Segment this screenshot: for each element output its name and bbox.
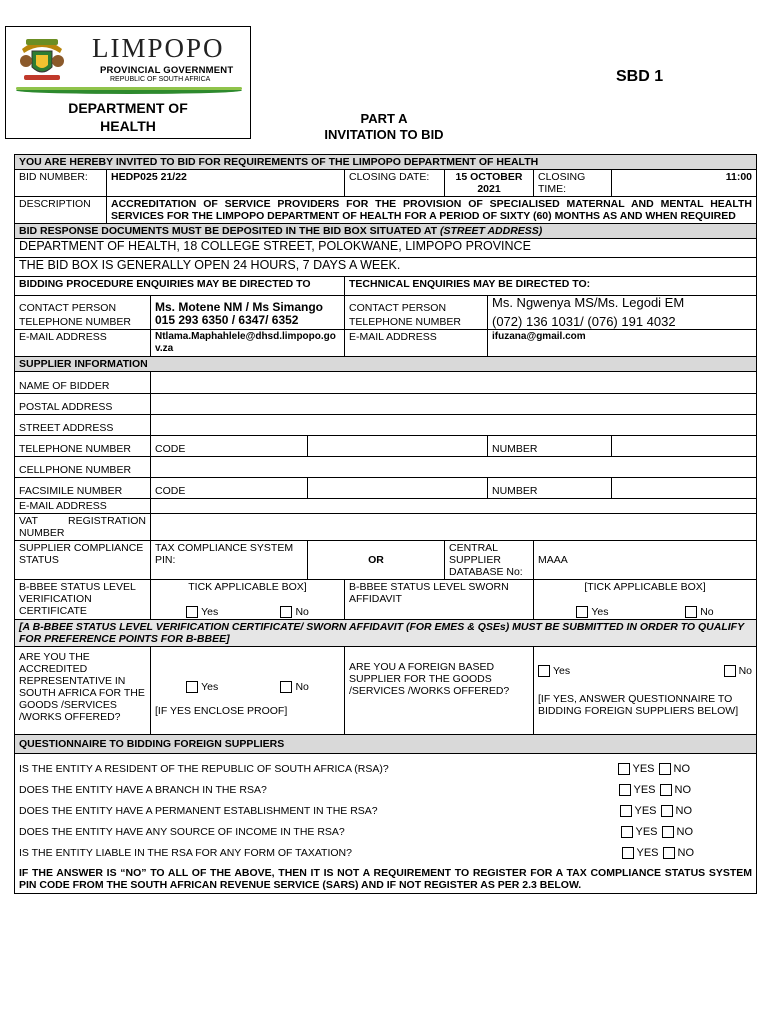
logo-box — [5, 26, 251, 139]
question-text: DOES THE ENTITY HAVE A BRANCH IN THE RSA? — [19, 783, 267, 796]
facsimile-code-label: CODE — [151, 478, 308, 499]
logo-title: LIMPOPO — [92, 33, 225, 63]
accredited-question: ARE YOU THE ACCREDITED REPRESENTATIVE IN SOUTH AFRICA FOR THE GOODS /SERVICES /WORKS OFFERED? — [15, 647, 151, 735]
email-label: E-MAIL ADDRESS — [15, 499, 151, 514]
bidding-email: Ntlama.Maphahlele@dhsd.limpopo.gov.za — [151, 330, 345, 357]
question-no-checkbox[interactable]: NO — [662, 826, 694, 838]
bbbee-cert-no-checkbox[interactable]: No — [280, 606, 308, 618]
bid-number-label: BID NUMBER: — [15, 170, 107, 197]
checkbox-icon — [662, 826, 674, 838]
vat-field[interactable] — [151, 514, 757, 541]
accredited-options: Yes No [IF YES ENCLOSE PROOF] — [151, 647, 345, 735]
question-options — [617, 826, 694, 838]
email-field[interactable] — [151, 499, 757, 514]
technical-contact-label: CONTACT PERSON TELEPHONE NUMBER — [345, 296, 488, 330]
bidding-enquiries-header: BIDDING PROCEDURE ENQUIRIES MAY BE DIRECTED TO — [15, 277, 345, 296]
foreign-options: Yes No [IF YES, ANSWER QUESTIONNAIRE TO BIDDING FOREIGN SUPPLIERS BELOW] — [534, 647, 757, 735]
bidder-name-field[interactable] — [151, 372, 757, 394]
questionnaire-row — [19, 758, 752, 779]
questionnaire-row — [19, 821, 752, 842]
form-title: PART A INVITATION TO BID — [324, 111, 444, 142]
bbbee-note: [A B-BBEE STATUS LEVEL VERIFICATION CERTIFICATE/ SWORN AFFIDAVIT (FOR EMES & QSEs) MUST BE SUBMITTED IN ORDER TO QUALIFY FOR PREFERENCE POINTS FOR B-BBEE] — [15, 620, 757, 647]
checkbox-icon — [622, 847, 634, 859]
questionnaire-row — [19, 842, 752, 863]
checkbox-icon — [620, 805, 632, 817]
logo-country: REPUBLIC OF SOUTH AFRICA — [110, 76, 211, 83]
telephone-code-field[interactable] — [308, 436, 488, 457]
technical-email-label: E-MAIL ADDRESS — [345, 330, 488, 357]
foreign-yes-checkbox[interactable]: Yes — [538, 665, 570, 677]
question-options — [616, 805, 693, 817]
bid-box-label: BID RESPONSE DOCUMENTS MUST BE DEPOSITED IN THE BID BOX SITUATED AT (STREET ADDRESS) — [15, 224, 757, 239]
form-code: SBD 1 — [616, 68, 664, 85]
closing-time: 11:00 — [612, 170, 757, 197]
question-text: DOES THE ENTITY HAVE A PERMANENT ESTABLISHMENT IN THE RSA? — [19, 804, 378, 817]
checkbox-icon — [661, 805, 673, 817]
coat-of-arms-icon — [16, 31, 68, 83]
facsimile-label: FACSIMILE NUMBER — [15, 478, 151, 499]
cellphone-field[interactable] — [151, 457, 757, 478]
telephone-number-label: NUMBER — [488, 436, 612, 457]
question-yes-checkbox[interactable]: YES — [621, 826, 658, 838]
checkbox-icon — [619, 784, 631, 796]
question-no-checkbox[interactable]: NO — [660, 784, 692, 796]
technical-email: ifuzana@gmail.com — [488, 330, 757, 357]
checkbox-icon — [663, 847, 675, 859]
bbbee-affidavit-no-checkbox[interactable]: No — [685, 606, 713, 618]
foreign-question: ARE YOU A FOREIGN BASED SUPPLIER FOR THE GOODS /SERVICES /WORKS OFFERED? — [345, 647, 534, 735]
logo-bar-highlight — [16, 87, 242, 90]
facsimile-code-field[interactable] — [308, 478, 488, 499]
description-label: DESCRIPTION — [15, 197, 107, 224]
closing-date-label: CLOSING DATE: — [345, 170, 445, 197]
vat-label: VAT REGISTRATION NUMBER — [15, 514, 151, 541]
tax-status-label: SUPPLIER COMPLIANCE STATUS — [15, 541, 151, 580]
accredited-yes-checkbox[interactable]: Yes — [186, 681, 218, 693]
csd-label: CENTRAL SUPPLIER DATABASE No: — [445, 541, 534, 580]
postal-address-label: POSTAL ADDRESS — [15, 394, 151, 415]
bid-box-address: DEPARTMENT OF HEALTH, 18 COLLEGE STREET, POLOKWANE, LIMPOPO PROVINCE — [15, 239, 757, 258]
facsimile-number-label: NUMBER — [488, 478, 612, 499]
technical-contact: Ms. Ngwenya MS/Ms. Legodi EM (072) 136 1031/ (076) 191 4032 — [488, 296, 757, 330]
street-address-label: STREET ADDRESS — [15, 415, 151, 436]
checkbox-icon — [621, 826, 633, 838]
question-yes-checkbox[interactable]: YES — [618, 763, 655, 775]
question-options — [614, 763, 691, 775]
bbbee-cert-yes-checkbox[interactable]: Yes — [186, 606, 218, 618]
accredited-no-checkbox[interactable]: No — [280, 681, 308, 693]
bbbee-affidavit-options: [TICK APPLICABLE BOX] Yes No — [534, 580, 757, 620]
or-label: OR — [308, 541, 445, 580]
bidding-contact-label: CONTACT PERSON TELEPHONE NUMBER — [15, 296, 151, 330]
logo-subtitle: PROVINCIAL GOVERNMENT — [100, 65, 234, 76]
question-options — [615, 784, 692, 796]
question-text: DOES THE ENTITY HAVE ANY SOURCE OF INCOME IN THE RSA? — [19, 825, 345, 838]
street-address-field[interactable] — [151, 415, 757, 436]
question-no-checkbox[interactable]: NO — [663, 847, 695, 859]
postal-address-field[interactable] — [151, 394, 757, 415]
questionnaire-body — [15, 754, 757, 894]
question-text: IS THE ENTITY A RESIDENT OF THE REPUBLIC OF SOUTH AFRICA (RSA)? — [19, 762, 389, 775]
bbbee-certificate-options: TICK APPLICABLE BOX] Yes No — [151, 580, 345, 620]
questionnaire-row — [19, 800, 752, 821]
questionnaire-list — [19, 758, 752, 863]
bid-box-hours: THE BID BOX IS GENERALLY OPEN 24 HOURS, 7 DAYS A WEEK. — [15, 258, 757, 277]
invite-text: YOU ARE HEREBY INVITED TO BID FOR REQUIREMENTS OF THE LIMPOPO DEPARTMENT OF HEALTH — [15, 155, 757, 170]
checkbox-icon — [618, 763, 630, 775]
cellphone-label: CELLPHONE NUMBER — [15, 457, 151, 478]
bbbee-certificate-label: B-BBEE STATUS LEVEL VERIFICATION CERTIFICATE — [15, 580, 151, 620]
questionnaire-header: QUESTIONNAIRE TO BIDDING FOREIGN SUPPLIERS — [15, 735, 757, 754]
supplier-info-header: SUPPLIER INFORMATION — [15, 357, 757, 372]
question-options — [618, 847, 695, 859]
checkbox-icon — [660, 784, 672, 796]
telephone-code-label: CODE — [151, 436, 308, 457]
question-no-checkbox[interactable]: NO — [659, 763, 691, 775]
technical-enquiries-header: TECHNICAL ENQUIRIES MAY BE DIRECTED TO: — [345, 277, 757, 296]
questionnaire-row — [19, 779, 752, 800]
description: ACCREDITATION OF SERVICE PROVIDERS FOR THE PROVISION OF SPECIALISED MATERNAL AND MENTAL HEALTH SERVICES FOR THE LIMPOPO DEPARTMENT OF HEALTH FOR A PERIOD OF SIXTY (60) MONTHS AS AND WHEN REQUIRED — [107, 197, 757, 224]
telephone-number-field[interactable] — [612, 436, 757, 457]
bid-form-table — [14, 154, 757, 894]
question-text: IS THE ENTITY LIABLE IN THE RSA FOR ANY FORM OF TAXATION? — [19, 846, 352, 859]
bbbee-affidavit-label: B-BBEE STATUS LEVEL SWORN AFFIDAVIT — [345, 580, 534, 620]
foreign-no-checkbox[interactable]: No — [724, 665, 752, 677]
bidder-name-label: NAME OF BIDDER — [15, 372, 151, 394]
bidding-email-label: E-MAIL ADDRESS — [15, 330, 151, 357]
tax-pin-label: TAX COMPLIANCE SYSTEM PIN: — [151, 541, 308, 580]
question-yes-checkbox[interactable]: YES — [622, 847, 659, 859]
bidding-contact: Ms. Motene NM / Ms Simango 015 293 6350 / 6347/ 6352 — [151, 296, 345, 330]
facsimile-number-field[interactable] — [612, 478, 757, 499]
maaa-field[interactable]: MAAA — [534, 541, 757, 580]
question-yes-checkbox[interactable]: YES — [620, 805, 657, 817]
checkbox-icon — [659, 763, 671, 775]
bid-number: HEDP025 21/22 — [107, 170, 345, 197]
questionnaire-footer: IF THE ANSWER IS “NO” TO ALL OF THE ABOVE, THEN IT IS NOT A REQUIREMENT TO REGISTER FOR A TAX COMPLIANCE STATUS SYSTEM PIN CODE FROM THE SOUTH AFRICAN REVENUE SERVICE (SARS) AND IF NOT REGISTER AS PER 2.3 BELOW. — [19, 867, 753, 892]
department-name: DEPARTMENT OF HEALTH — [68, 100, 188, 134]
telephone-label: TELEPHONE NUMBER — [15, 436, 151, 457]
closing-time-label: CLOSING TIME: — [534, 170, 612, 197]
question-yes-checkbox[interactable]: YES — [619, 784, 656, 796]
question-no-checkbox[interactable]: NO — [661, 805, 693, 817]
bbbee-affidavit-yes-checkbox[interactable]: Yes — [576, 606, 608, 618]
closing-date: 15 OCTOBER 2021 — [445, 170, 534, 197]
